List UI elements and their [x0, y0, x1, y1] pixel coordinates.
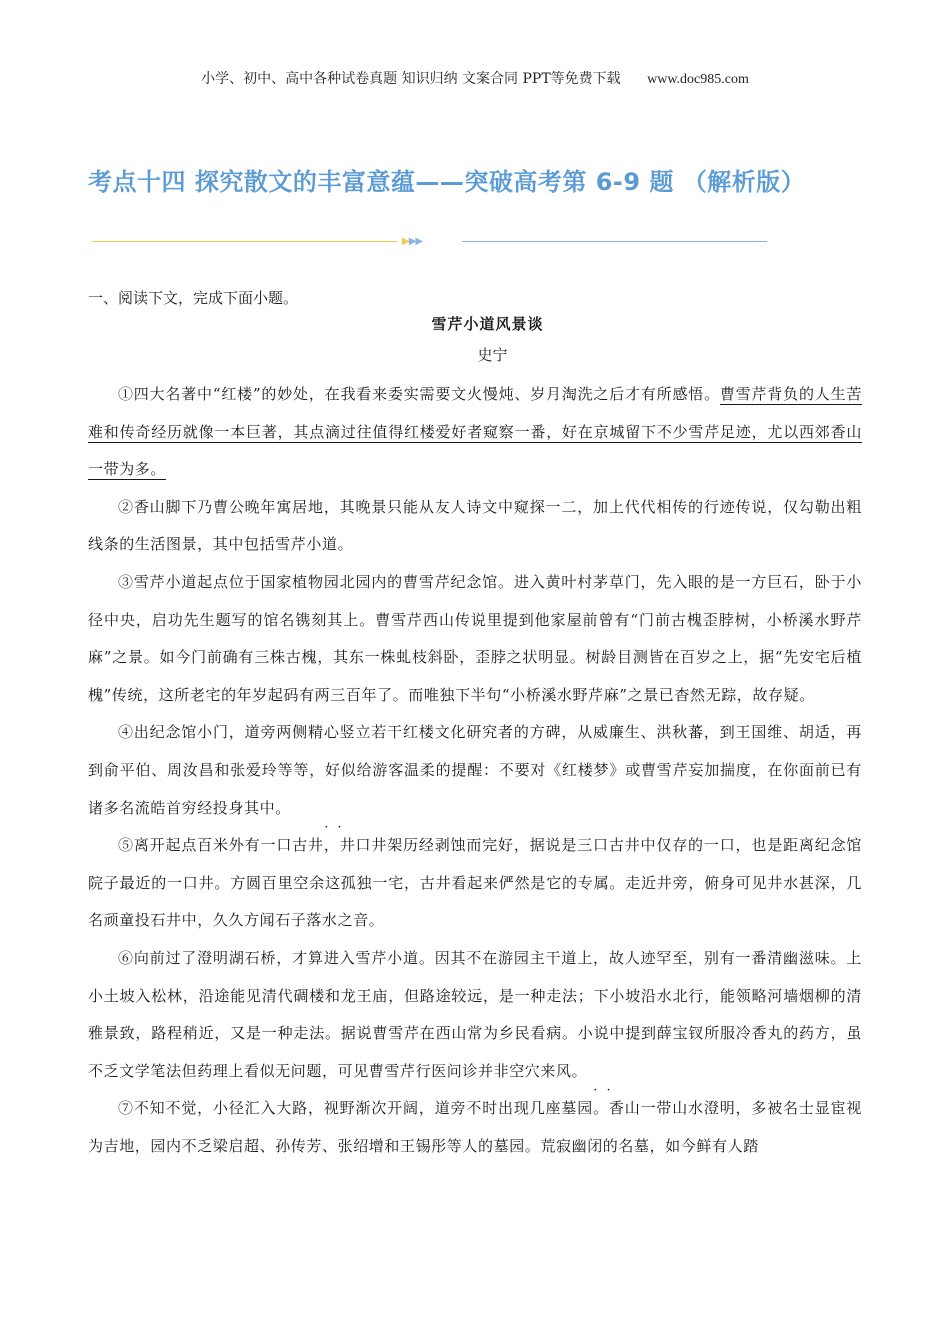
page-header	[0, 68, 950, 88]
divider-line-right	[462, 241, 767, 242]
paragraph-1-underlined: 曹雪芹背负的人生苦难和传奇经历就像一本巨著，其点滴过往值得红楼爱好者窥察一番，好在京城留下不少雪芹足迹，尤以西郊香山一带为多。	[88, 385, 862, 479]
paragraph-6: ⑥向前过了澄明湖石桥，才算进入雪芹小道。因其不在游园主干道上，故人迹罕至，别有一番清幽滋味。上小土坡入松林，沿途能见清代碉楼和龙王庙，但路途较远，是一种走法；下小坡沿水北行，能领略河墙烟柳的清雅景致，路程稍近，又是一种走法。据说曹雪芹在西山常为乡民看病。小说中提到薛宝钗所服冷香丸的药方，虽不乏文学笔法但药理上看似无问题，可见曹雪芹行医问诊并非空穴来风。	[88, 948, 862, 1080]
title-divider	[92, 235, 767, 249]
paragraph-7-text-b: 。香山一带山水澄明，多被名士显宦视为吉地，园内不乏梁启超、孙传芳、张绍增和王锡彤等人的墓园。荒寂幽闭的名墓，如今鲜有人踏	[88, 1099, 862, 1155]
arrows-icon: ▶▶▶	[402, 236, 423, 247]
paragraph-7-text-a: ⑦不知不觉，小径汇入大路，视野渐次开阔，道旁不时出现几座	[118, 1099, 562, 1118]
emphasis-muyuan: ·· 墓园	[561, 1099, 593, 1117]
paragraph-7	[88, 1090, 862, 1165]
essay-title: 雪芹小道风景谈	[431, 315, 544, 333]
essay-body	[88, 376, 862, 1165]
paragraph-3: ③雪芹小道起点位于国家植物园北园内的曹雪芹纪念馆。进入黄叶村茅草门，先入眼的是一方巨石，卧于小径中央，启功先生题写的馆名镌刻其上。曹雪芹西山传说里提到他家屋前曾有“门前古槐歪脖树，小桥溪水野芹麻”之景。如今门前确有三株古槐，其东一株虬枝斜卧，歪脖之状明显。树龄目测皆在百岁之上，据“先安宅后植槐”传统，这所老宅的年岁起码有两三百年了。而唯独下半句“小桥溪水野芹麻”之景已杳然无踪，故存疑。	[88, 572, 862, 704]
header-tagline: 小学、初中、高中各种试卷真题 知识归纳 文案合同 PPT等免费下载	[201, 71, 621, 87]
paragraph-5	[88, 827, 862, 940]
paragraph-5-text-b: ，井口井架历经剥蚀而完好，据说是三口古井中仅存的一口，也是距离纪念馆院子最近的一口井。方圆百里空余这孤独一宅，古井看起来俨然是它的专属。走近井旁，俯身可见井水甚深，几名顽童投石井中，久久方闻石子落水之音。	[88, 836, 862, 930]
paragraph-5-text-a: ⑤离开起点百米外有一口	[118, 836, 293, 855]
paragraph-4: ④出纪念馆小门，道旁两侧精心竖立若干红楼文化研究者的方碑，从威廉生、洪秋蕃，到王国维、胡适，再到俞平伯、周汝昌和张爱玲等等，好似给游客温柔的提醒：不要对《红楼梦》或曹雪芹妄加揣度，在你面前已有诸多名流皓首穷经投身其中。	[88, 723, 862, 817]
document-title: 考点十四 探究散文的丰富意蕴——突破高考第 6-9 题 （解析版）	[88, 168, 806, 196]
paragraph-1-text: ①四大名著中“红楼”的妙处，在我看来委实需要文火慢炖、岁月淘洗之后才有所感悟。	[118, 385, 720, 403]
paragraph-1	[88, 376, 862, 489]
section-heading: 一、阅读下文，完成下面小题。	[88, 289, 299, 307]
header-site-link[interactable]: www.doc985.com	[647, 72, 749, 87]
emphasis-gujing: ·· 古井	[292, 836, 324, 854]
essay-author: 史宁	[477, 346, 508, 364]
paragraph-2: ②香山脚下乃曹公晚年寓居地，其晚景只能从友人诗文中窥探一二，加上代代相传的行迹传说，仅勾勒出粗线条的生活图景，其中包括雪芹小道。	[88, 497, 862, 554]
divider-line-left	[92, 241, 397, 242]
